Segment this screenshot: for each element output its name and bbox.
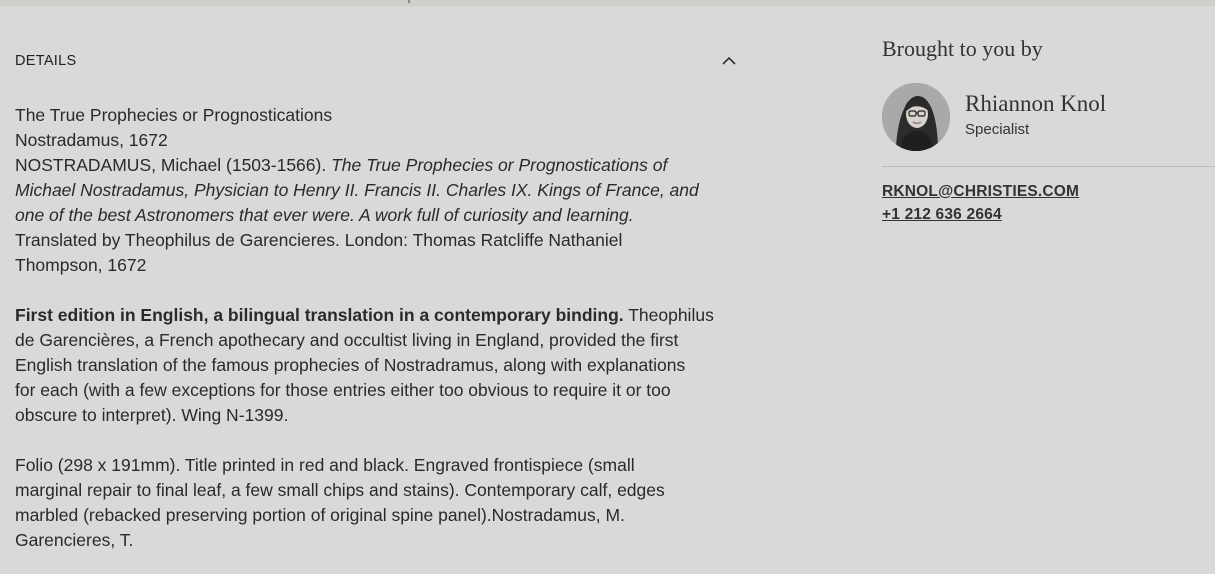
physical-line-1: Folio (298 x 191mm). Title printed in red and black. Engraved frontispiece (small [15, 455, 635, 475]
specialist-phone-link[interactable]: +1 212 636 2664 [882, 206, 1002, 223]
top-strip-mark [408, 0, 410, 3]
physical-line-2: marginal repair to final leaf, a few small chips and stains). Contemporary calf, edges [15, 480, 665, 500]
specialist-card [882, 83, 1215, 153]
citation-line-1 [15, 153, 740, 178]
citation-italic-2: Michael Nostradamus, Physician to Henry II. Francis II. Charles IX. Kings of France, and [15, 180, 699, 200]
details-accordion-header[interactable] [15, 40, 740, 84]
lot-physical-description [15, 453, 740, 553]
description-lead: First edition in English, a bilingual translation in a contemporary binding. [15, 305, 624, 325]
avatar [882, 83, 950, 151]
description-line-1-rest: Theophilus [623, 305, 714, 325]
chevron-up-icon[interactable] [721, 53, 737, 69]
physical-line-4: Garencieres, T. [15, 530, 134, 550]
citation-italic-1: The True Prophecies or Prognostications of [331, 155, 668, 175]
specialist-role: Specialist [965, 121, 1030, 138]
brought-to-you-heading: Brought to you by [882, 36, 1043, 61]
lot-citation [15, 103, 740, 278]
citation-line-4: Translated by Theophilus de Garencieres. London: Thomas Ratcliffe Nathaniel [15, 230, 623, 250]
citation-line-5: Thompson, 1672 [15, 255, 147, 275]
details-section [15, 40, 740, 550]
description-line-4: for each (with a few exceptions for those entries either too obvious to require it or too [15, 380, 671, 400]
specialist-email-link[interactable]: RKNOL@CHRISTIES.COM [882, 183, 1080, 200]
physical-line-3: marbled (rebacked preserving portion of original spine panel).Nostradamus, M. [15, 505, 625, 525]
description-line-1 [15, 303, 740, 328]
details-heading: DETAILS [15, 53, 77, 69]
lot-title: The True Prophecies or Prognostications [15, 105, 333, 125]
top-strip [0, 0, 1215, 6]
lot-description [15, 303, 740, 428]
divider [882, 166, 1215, 167]
description-line-3: English translation of the famous prophecies of Nostradramus, along with explanations [15, 355, 686, 375]
specialist-panel [882, 34, 1215, 223]
citation-italic-3: one of the best Astronomers that ever were. A work full of curiosity and learning. [15, 205, 634, 225]
specialist-name: Rhiannon Knol [965, 91, 1107, 116]
description-line-5: obscure to interpret). Wing N-1399. [15, 405, 289, 425]
description-line-2: de Garencières, a French apothecary and occultist living in England, provided the first [15, 330, 679, 350]
specialist-photo [882, 83, 950, 151]
lot-author-date: Nostradamus, 1672 [15, 130, 168, 150]
citation-prefix: NOSTRADAMUS, Michael (1503-1566). [15, 155, 332, 175]
